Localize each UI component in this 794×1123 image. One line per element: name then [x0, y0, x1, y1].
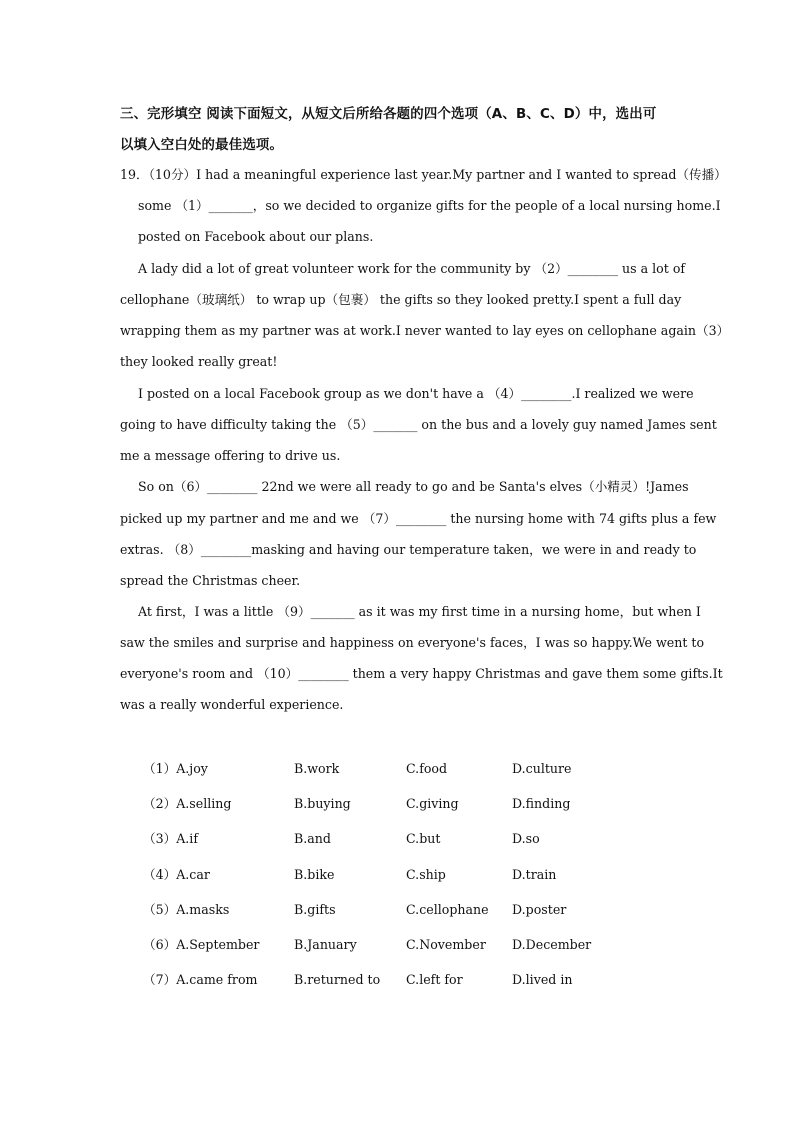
option-b: B.and	[294, 831, 331, 847]
option-c: C.food	[406, 761, 448, 776]
passage-line: spread the Christmas cheer.	[120, 573, 301, 588]
option-b: B.buying	[294, 796, 351, 812]
passage-line: 19．（10分）I had a meaningful experience last year.My partner and I wanted to spread（传播）	[120, 167, 727, 182]
passage-line: me a message offering to drive us.	[120, 448, 341, 463]
option-c: C.cellophane	[406, 901, 489, 917]
option-a: （6）A.September	[143, 936, 260, 952]
passage-line: saw the smiles and surprise and happiness on everyone's faces，I was so happy.We went to	[120, 635, 705, 650]
option-c: C.but	[406, 831, 441, 847]
option-c: C.ship	[406, 866, 446, 882]
option-a: （5）A.masks	[143, 901, 230, 917]
option-a: （3）A.if	[143, 831, 198, 847]
option-row	[143, 967, 663, 1002]
option-c: C.left for	[406, 972, 463, 988]
section-heading-line-2: 以填入空白处的最佳选项。	[120, 138, 284, 153]
option-a: （1）A.joy	[143, 761, 208, 776]
passage-line: posted on Facebook about our plans.	[138, 229, 374, 244]
section-heading	[120, 99, 676, 161]
option-a: （7）A.came from	[143, 972, 258, 988]
option-d: D.train	[512, 866, 557, 882]
option-row	[143, 756, 663, 791]
passage-line: So on（6）________ 22nd we were all ready to go and be Santa's elves（小精灵）!James	[138, 479, 689, 494]
section-heading-line-1: 三、完形填空 阅读下面短文，从短文后所给各题的四个选项（A、B、C、D）中，选出可	[120, 107, 657, 122]
option-d: D.December	[512, 936, 592, 952]
option-c: C.November	[406, 936, 486, 952]
passage-line: I posted on a local Facebook group as we don't have a （4）________.I realized we were	[138, 386, 694, 401]
option-d: D.so	[512, 831, 540, 847]
option-row	[143, 791, 663, 826]
option-d: D.poster	[512, 901, 567, 917]
option-b: B.gifts	[294, 901, 336, 917]
option-b: B.returned to	[294, 972, 381, 988]
passage-line: cellophane（玻璃纸） to wrap up（包裹） the gifts so they looked pretty.I spent a full day	[120, 292, 682, 307]
passage-line: extras. （8）________masking and having our temperature taken，we were in and ready to	[120, 542, 697, 557]
passage-line: A lady did a lot of great volunteer work for the community by （2）________ us a lot of	[138, 261, 686, 276]
passage-line: going to have difficulty taking the （5）_______ on the bus and a lovely guy named James sent	[120, 417, 717, 432]
option-c: C.giving	[406, 796, 459, 812]
passage-line: At first，I was a little （9）_______ as it was my first time in a nursing home，but when I	[138, 604, 701, 619]
option-a: （2）A.selling	[143, 796, 232, 812]
passage-line: wrapping them as my partner was at work.I never wanted to lay eyes on cellophane again（3）	[120, 323, 730, 338]
option-d: D.finding	[512, 796, 571, 812]
passage-line: was a really wonderful experience.	[120, 697, 344, 712]
option-a: （4）A.car	[143, 866, 210, 882]
option-row	[143, 897, 663, 932]
option-d: D.culture	[512, 761, 572, 776]
option-b: B.bike	[294, 866, 335, 882]
option-row	[143, 862, 663, 897]
passage-line: they looked really great!	[120, 354, 278, 369]
passage-line: some （1）_______，so we decided to organize gifts for the people of a local nursing home.I	[138, 198, 721, 213]
option-row	[143, 932, 663, 967]
passage-line: everyone's room and （10）________ them a very happy Christmas and gave them some gifts.It	[120, 666, 723, 681]
option-d: D.lived in	[512, 972, 573, 988]
passage-line: picked up my partner and me and we （7）________ the nursing home with 74 gifts plus a few	[120, 511, 717, 526]
option-b: B.January	[294, 936, 357, 952]
option-row	[143, 826, 663, 861]
option-b: B.work	[294, 761, 340, 776]
answer-options	[143, 756, 663, 1002]
